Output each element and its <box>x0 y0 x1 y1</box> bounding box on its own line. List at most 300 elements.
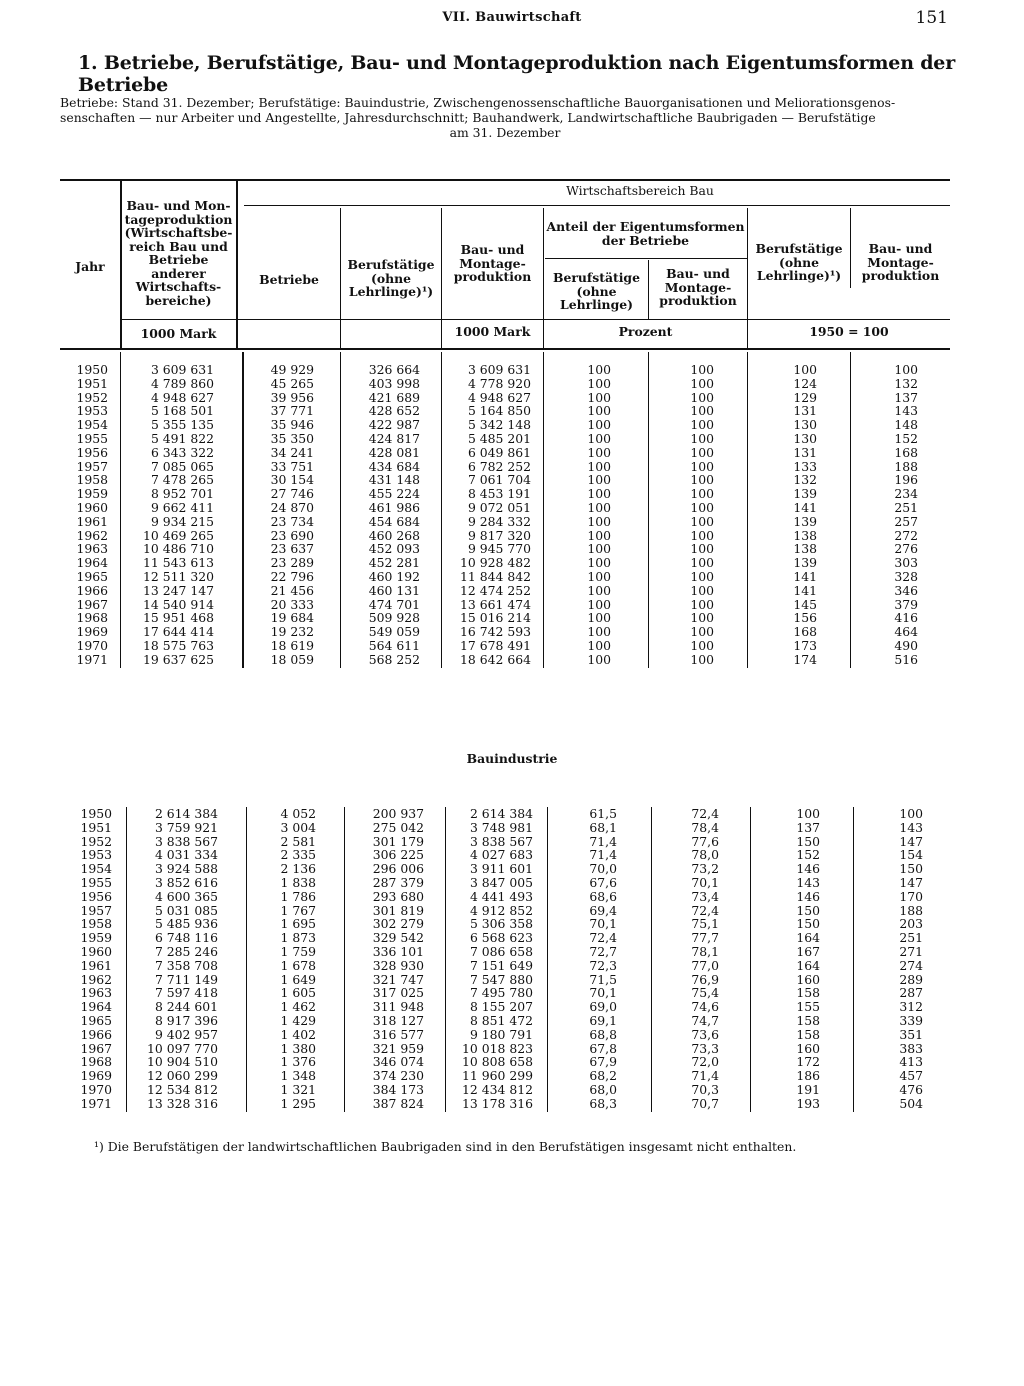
anteil-beruf-cell: 69,0 <box>589 999 617 1015</box>
anteil-beruf-cell: 100 <box>587 555 611 571</box>
bauprod-cell: 13 661 474 <box>460 596 531 612</box>
betriebe-cell: 1 695 <box>280 916 316 932</box>
bauprod-cell: 5 342 148 <box>467 417 531 433</box>
index-beruf-cell: 158 <box>796 1012 820 1028</box>
anteil-bau-cell: 72,4 <box>691 902 719 918</box>
berufstaetige-cell: 306 225 <box>372 847 424 863</box>
anteil-beruf-cell: 100 <box>587 486 611 502</box>
index-beruf-cell: 150 <box>796 902 820 918</box>
anteil-bau-cell: 100 <box>690 610 714 626</box>
index-bau-cell: 303 <box>894 555 918 571</box>
anteil-bau-cell: 100 <box>690 499 714 515</box>
anteil-beruf-cell: 70,0 <box>589 861 617 877</box>
berufstaetige-cell: 455 224 <box>368 486 420 502</box>
bauprod-cell: 3 847 005 <box>469 874 533 890</box>
index-bau-cell: 147 <box>899 833 923 849</box>
body-divider <box>441 352 442 668</box>
unit-1000-mark-gesamt: 1000 Mark <box>140 326 217 341</box>
anteil-bau-cell: 78,0 <box>691 847 719 863</box>
berufstaetige-cell: 428 652 <box>368 403 420 419</box>
year-cell: 1959 <box>76 486 108 502</box>
bauprod-cell: 10 928 482 <box>460 555 531 571</box>
produktion-cell: 9 662 411 <box>150 499 214 515</box>
bauprod-cell: 12 474 252 <box>460 582 531 598</box>
footnote: ¹) Die Berufstätigen der landwirtschaftlichen Baubrigaden sind in den Berufstätigen insgesamt nicht enthalten. <box>94 1139 797 1154</box>
body-divider <box>747 352 748 668</box>
bauprod-cell: 5 306 358 <box>469 916 533 932</box>
betriebe-cell: 2 136 <box>280 861 316 877</box>
betriebe-cell: 2 335 <box>280 847 316 863</box>
produktion-cell: 4 031 334 <box>154 847 218 863</box>
bauindustrie-heading: Bauindustrie <box>466 751 558 766</box>
betriebe-cell: 23 637 <box>270 541 314 557</box>
berufstaetige-cell: 301 819 <box>372 902 424 918</box>
index-beruf-cell: 164 <box>796 930 820 946</box>
year-cell: 1957 <box>76 458 108 474</box>
index-bau-cell: 416 <box>894 610 918 626</box>
bauprod-cell: 11 960 299 <box>462 1068 533 1084</box>
produktion-cell: 8 952 701 <box>150 486 214 502</box>
index-bau-cell: 464 <box>894 624 918 640</box>
year-cell: 1952 <box>76 389 108 405</box>
index-bau-cell: 274 <box>899 957 923 973</box>
betriebe-cell: 1 786 <box>280 888 316 904</box>
anteil-rule <box>545 258 747 259</box>
index-bau-cell: 383 <box>899 1040 923 1056</box>
anteil-beruf-cell: 100 <box>587 513 611 529</box>
anteil-beruf-cell: 68,2 <box>589 1068 617 1084</box>
bauprod-cell: 4 948 627 <box>467 389 531 405</box>
anteil-bau-cell: 74,6 <box>691 999 719 1015</box>
index-beruf-cell: 130 <box>793 430 817 446</box>
index-beruf-cell: 129 <box>793 389 817 405</box>
anteil-bau-cell: 100 <box>690 555 714 571</box>
index-beruf-cell: 155 <box>796 999 820 1015</box>
berufstaetige-cell: 474 701 <box>368 596 420 612</box>
produktion-cell: 6 343 322 <box>150 444 214 460</box>
table-title: 1. Betriebe, Berufstätige, Bau- und Montageproduktion nach Eigentumsformen der Betriebe <box>78 52 956 96</box>
anteil-bau-cell: 100 <box>690 444 714 460</box>
bauprod-cell: 16 742 593 <box>460 624 531 640</box>
betriebe-cell: 18 059 <box>270 651 314 667</box>
index-bau-cell: 328 <box>894 568 918 584</box>
bauprod-cell: 3 748 981 <box>469 819 533 835</box>
index-beruf-cell: 145 <box>793 596 817 612</box>
betriebe-cell: 33 751 <box>270 458 314 474</box>
bauprod-cell: 12 434 812 <box>462 1081 533 1097</box>
berufstaetige-cell: 302 279 <box>372 916 424 932</box>
betriebe-cell: 30 154 <box>270 472 314 488</box>
betriebe-cell: 35 350 <box>270 430 314 446</box>
anteil-beruf-cell: 100 <box>587 637 611 653</box>
anteil-bau-cell: 100 <box>690 624 714 640</box>
body-divider <box>126 807 127 1112</box>
year-cell: 1966 <box>80 1026 112 1042</box>
anteil-beruf-cell: 69,4 <box>589 902 617 918</box>
index-bau-cell: 143 <box>899 819 923 835</box>
anteil-bau-cell: 70,1 <box>691 874 719 890</box>
bau-anteil-beruf-column <box>549 807 617 1111</box>
produktion-cell: 5 031 085 <box>154 902 218 918</box>
betriebe-cell: 24 870 <box>270 499 314 515</box>
bauprod-cell: 8 851 472 <box>469 1012 533 1028</box>
bauprod-cell: 11 844 842 <box>460 568 531 584</box>
betriebe-cell: 1 605 <box>280 985 316 1001</box>
body-divider <box>853 807 854 1112</box>
index-bau-cell: 234 <box>894 486 918 502</box>
index-beruf-cell: 100 <box>793 362 817 377</box>
index-beruf-cell: 158 <box>796 985 820 1001</box>
betriebe-cell: 3 004 <box>280 819 316 835</box>
year-cell: 1958 <box>76 472 108 488</box>
bauprod-cell: 10 808 658 <box>462 1054 533 1070</box>
produktion-cell: 8 244 601 <box>154 999 218 1015</box>
index-bau-cell: 143 <box>894 403 918 419</box>
anteil-bau-cell: 72,0 <box>691 1054 719 1070</box>
bauprod-cell: 8 155 207 <box>469 999 533 1015</box>
betriebe-cell: 1 402 <box>280 1026 316 1042</box>
index-beruf-cell: 131 <box>793 403 817 419</box>
produktion-cell: 12 060 299 <box>147 1068 218 1084</box>
index-beruf-cell: 164 <box>796 957 820 973</box>
produktion-cell: 14 540 914 <box>143 596 214 612</box>
bauprod-cell: 9 817 320 <box>467 527 531 543</box>
berufstaetige-cell: 293 680 <box>372 888 424 904</box>
anteil-beruf-cell: 70,1 <box>589 916 617 932</box>
produktion-cell: 3 924 588 <box>154 861 218 877</box>
anteil-beruf-cell: 72,3 <box>589 957 617 973</box>
berufstaetige-cell: 568 252 <box>368 651 420 667</box>
berufstaetige-cell: 461 986 <box>368 499 420 515</box>
year-cell: 1950 <box>76 362 108 377</box>
anteil-bau-cell: 76,9 <box>691 971 719 987</box>
anteil-beruf-cell: 68,6 <box>589 888 617 904</box>
index-bau-cell: 168 <box>894 444 918 460</box>
anteil-bau-cell: 77,6 <box>691 833 719 849</box>
anteil-bau-cell: 72,4 <box>691 806 719 821</box>
bau-index-beruf-column <box>752 807 820 1111</box>
anteil-bau-cell: 100 <box>690 375 714 391</box>
produktion-cell: 8 917 396 <box>154 1012 218 1028</box>
produktion-cell: 10 469 265 <box>143 527 214 543</box>
produktion-cell: 12 534 812 <box>147 1081 218 1097</box>
berufstaetige-cell: 422 987 <box>368 417 420 433</box>
bau-berufstaetige-column <box>346 807 424 1111</box>
intro-line-2: senschaften — nur Arbeiter und Angestellte, Jahresdurchschnitt; Bauhandwerk, Landwirtschaftliche Baubrigaden — Berufstätige <box>60 110 876 125</box>
bauprod-cell: 6 568 623 <box>469 930 533 946</box>
bau-bauprod-column <box>447 807 533 1111</box>
year-cell: 1950 <box>80 806 112 821</box>
year-cell: 1964 <box>80 999 112 1015</box>
year-cell: 1954 <box>76 417 108 433</box>
index-beruf-cell: 146 <box>796 861 820 877</box>
total-bauprod-column <box>443 363 531 667</box>
anteil-beruf-cell: 68,1 <box>589 819 617 835</box>
bauprod-cell: 6 782 252 <box>467 458 531 474</box>
index-bau-cell: 312 <box>899 999 923 1015</box>
produktion-cell: 15 951 468 <box>143 610 214 626</box>
index-bau-cell: 100 <box>894 362 918 377</box>
index-bau-cell: 147 <box>899 874 923 890</box>
index-beruf-cell: 186 <box>796 1068 820 1084</box>
produktion-cell: 2 614 384 <box>154 806 218 821</box>
produktion-cell: 6 748 116 <box>154 930 218 946</box>
year-cell: 1960 <box>80 943 112 959</box>
index-beruf-cell: 138 <box>793 527 817 543</box>
berufstaetige-cell: 387 824 <box>372 1095 424 1111</box>
header-anteil-bauprod: Bau- und Montage- produktion <box>659 266 737 308</box>
anteil-bau-cell: 100 <box>690 430 714 446</box>
year-cell: 1951 <box>80 819 112 835</box>
anteil-bau-cell: 100 <box>690 403 714 419</box>
index-beruf-cell: 131 <box>793 444 817 460</box>
anteil-bau-cell: 70,7 <box>691 1095 719 1111</box>
index-beruf-cell: 156 <box>793 610 817 626</box>
body-divider <box>850 352 851 668</box>
index-bau-cell: 287 <box>899 985 923 1001</box>
produktion-cell: 3 759 921 <box>154 819 218 835</box>
berufstaetige-cell: 424 817 <box>368 430 420 446</box>
anteil-beruf-cell: 100 <box>587 624 611 640</box>
produktion-cell: 4 789 860 <box>150 375 214 391</box>
anteil-bau-cell: 100 <box>690 568 714 584</box>
betriebe-cell: 45 265 <box>270 375 314 391</box>
anteil-beruf-cell: 100 <box>587 458 611 474</box>
produktion-cell: 4 948 627 <box>150 389 214 405</box>
index-beruf-cell: 137 <box>796 819 820 835</box>
bauprod-cell: 18 642 664 <box>460 651 531 667</box>
year-cell: 1958 <box>80 916 112 932</box>
body-divider <box>651 807 652 1112</box>
anteil-bau-cell: 70,3 <box>691 1081 719 1097</box>
anteil-bau-cell: 100 <box>690 389 714 405</box>
produktion-cell: 13 328 316 <box>147 1095 218 1111</box>
berufstaetige-cell: 549 059 <box>368 624 420 640</box>
year-cell: 1965 <box>80 1012 112 1028</box>
index-bau-cell: 339 <box>899 1012 923 1028</box>
body-divider <box>648 352 649 668</box>
year-cell: 1971 <box>80 1095 112 1111</box>
index-beruf-cell: 172 <box>796 1054 820 1070</box>
produktion-cell: 13 247 147 <box>143 582 214 598</box>
produktion-cell: 11 543 613 <box>143 555 214 571</box>
berufstaetige-cell: 374 230 <box>372 1068 424 1084</box>
index-beruf-cell: 152 <box>796 847 820 863</box>
header-betriebe: Betriebe <box>259 272 319 287</box>
index-beruf-cell: 132 <box>793 472 817 488</box>
anteil-beruf-cell: 100 <box>587 389 611 405</box>
unit-index: 1950 = 100 <box>809 324 889 339</box>
total-year-column <box>66 363 108 667</box>
produktion-cell: 17 644 414 <box>143 624 214 640</box>
year-cell: 1969 <box>76 624 108 640</box>
berufstaetige-cell: 317 025 <box>372 985 424 1001</box>
anteil-beruf-cell: 100 <box>587 610 611 626</box>
year-cell: 1956 <box>76 444 108 460</box>
index-beruf-cell: 139 <box>793 486 817 502</box>
anteil-beruf-cell: 68,3 <box>589 1095 617 1111</box>
header-index-bauprod: Bau- und Montage- produktion <box>861 241 940 283</box>
index-bau-cell: 351 <box>899 1026 923 1042</box>
bauprod-cell: 4 441 493 <box>469 888 533 904</box>
produktion-cell: 5 491 822 <box>150 430 214 446</box>
produktion-cell: 4 600 365 <box>154 888 218 904</box>
total-anteil-beruf-column <box>545 363 611 667</box>
index-bau-cell: 170 <box>899 888 923 904</box>
berufstaetige-cell: 329 542 <box>372 930 424 946</box>
total-index-bau-column <box>852 363 918 667</box>
intro-line-1: Betriebe: Stand 31. Dezember; Berufstätige: Bauindustrie, Zwischengenossenschaftliche Bauorganisationen und Meliorationsgenos- <box>60 95 896 110</box>
index-bau-cell: 132 <box>894 375 918 391</box>
anteil-bau-cell: 100 <box>690 527 714 543</box>
anteil-bau-cell: 73,3 <box>691 1040 719 1056</box>
index-beruf-cell: 139 <box>793 513 817 529</box>
intro-text <box>60 95 950 140</box>
bau-produktion-column <box>130 807 218 1111</box>
year-cell: 1961 <box>76 513 108 529</box>
berufstaetige-cell: 421 689 <box>368 389 420 405</box>
anteil-bau-cell: 73,4 <box>691 888 719 904</box>
betriebe-cell: 1 838 <box>280 874 316 890</box>
anteil-beruf-cell: 68,8 <box>589 1026 617 1042</box>
index-beruf-cell: 100 <box>796 806 820 821</box>
bauprod-cell: 13 178 316 <box>462 1095 533 1111</box>
produktion-cell: 3 609 631 <box>150 362 214 377</box>
produktion-cell: 7 478 265 <box>150 472 214 488</box>
bauprod-cell: 7 547 880 <box>469 971 533 987</box>
berufstaetige-cell: 275 042 <box>372 819 424 835</box>
betriebe-cell: 1 348 <box>280 1068 316 1084</box>
anteil-bau-cell: 100 <box>690 637 714 653</box>
anteil-beruf-cell: 100 <box>587 499 611 515</box>
anteil-beruf-cell: 100 <box>587 417 611 433</box>
bau-index-bau-column <box>855 807 923 1111</box>
unit-prozent: Prozent <box>618 324 673 339</box>
total-index-beruf-column <box>749 363 817 667</box>
anteil-bau-cell: 71,4 <box>691 1068 719 1084</box>
anteil-beruf-cell: 61,5 <box>589 806 617 821</box>
berufstaetige-cell: 318 127 <box>372 1012 424 1028</box>
year-cell: 1971 <box>76 651 108 667</box>
bauprod-cell: 4 912 852 <box>469 902 533 918</box>
bauprod-cell: 3 609 631 <box>467 362 531 377</box>
body-divider <box>246 807 247 1112</box>
index-bau-cell: 154 <box>899 847 923 863</box>
betriebe-cell: 37 771 <box>270 403 314 419</box>
year-cell: 1970 <box>80 1081 112 1097</box>
bauprod-cell: 3 911 601 <box>469 861 533 877</box>
body-divider <box>750 807 751 1112</box>
berufstaetige-cell: 384 173 <box>372 1081 424 1097</box>
year-cell: 1960 <box>76 499 108 515</box>
bauprod-cell: 2 614 384 <box>469 806 533 821</box>
produktion-cell: 9 934 215 <box>150 513 214 529</box>
bau-year-column <box>70 807 112 1111</box>
bauprod-cell: 3 838 567 <box>469 833 533 849</box>
index-bau-cell: 257 <box>894 513 918 529</box>
anteil-bau-cell: 77,0 <box>691 957 719 973</box>
body-divider <box>445 807 446 1112</box>
index-beruf-cell: 173 <box>793 637 817 653</box>
betriebe-cell: 35 946 <box>270 417 314 433</box>
betriebe-cell: 4 052 <box>280 806 316 821</box>
betriebe-cell: 18 619 <box>270 637 314 653</box>
year-cell: 1970 <box>76 637 108 653</box>
year-cell: 1956 <box>80 888 112 904</box>
anteil-beruf-cell: 69,1 <box>589 1012 617 1028</box>
betriebe-cell: 34 241 <box>270 444 314 460</box>
berufstaetige-cell: 509 928 <box>368 610 420 626</box>
year-cell: 1963 <box>76 541 108 557</box>
produktion-cell: 5 168 501 <box>150 403 214 419</box>
units-rule <box>120 319 950 320</box>
index-beruf-cell: 168 <box>793 624 817 640</box>
berufstaetige-cell: 454 684 <box>368 513 420 529</box>
index-bau-cell: 271 <box>899 943 923 959</box>
anteil-bau-cell: 75,1 <box>691 916 719 932</box>
bauprod-cell: 5 164 850 <box>467 403 531 419</box>
index-bau-cell: 203 <box>899 916 923 932</box>
berufstaetige-cell: 200 937 <box>372 806 424 821</box>
index-bau-cell: 379 <box>894 596 918 612</box>
bau-betriebe-column <box>248 807 316 1111</box>
index-bau-cell: 346 <box>894 582 918 598</box>
index-bau-cell: 148 <box>894 417 918 433</box>
index-bau-cell: 476 <box>899 1081 923 1097</box>
page-number: 151 <box>915 8 948 28</box>
header-anteil: Anteil der Eigentumsformen der Betriebe <box>546 219 745 248</box>
anteil-bau-cell: 73,2 <box>691 861 719 877</box>
year-cell: 1953 <box>80 847 112 863</box>
divider-col1 <box>236 181 238 348</box>
index-bau-cell: 100 <box>899 806 923 821</box>
betriebe-cell: 1 376 <box>280 1054 316 1070</box>
anteil-bau-cell: 78,1 <box>691 943 719 959</box>
header-produktion-gesamt: Bau- und Mon- tageproduktion (Wirtschaftsbe- reich Bau und Betriebe anderer Wirtschafts- bereiche) <box>124 198 233 308</box>
anteil-beruf-cell: 100 <box>587 541 611 557</box>
header-anteil-berufstaetige: Berufstätige (ohne Lehrlinge) <box>553 270 640 312</box>
betriebe-cell: 1 767 <box>280 902 316 918</box>
year-cell: 1963 <box>80 985 112 1001</box>
anteil-bau-cell: 100 <box>690 582 714 598</box>
berufstaetige-cell: 452 093 <box>368 541 420 557</box>
bauprod-cell: 15 016 214 <box>460 610 531 626</box>
bauprod-cell: 9 180 791 <box>469 1026 533 1042</box>
index-beruf-cell: 150 <box>796 833 820 849</box>
year-cell: 1959 <box>80 930 112 946</box>
betriebe-cell: 39 956 <box>270 389 314 405</box>
produktion-cell: 10 486 710 <box>143 541 214 557</box>
index-beruf-cell: 143 <box>796 874 820 890</box>
index-beruf-cell: 130 <box>793 417 817 433</box>
anteil-beruf-cell: 100 <box>587 430 611 446</box>
index-beruf-cell: 139 <box>793 555 817 571</box>
index-beruf-cell: 141 <box>793 582 817 598</box>
index-beruf-cell: 193 <box>796 1095 820 1111</box>
bauprod-cell: 17 678 491 <box>460 637 531 653</box>
index-beruf-cell: 160 <box>796 1040 820 1056</box>
bauprod-cell: 7 495 780 <box>469 985 533 1001</box>
bauprod-cell: 10 018 823 <box>462 1040 533 1056</box>
year-cell: 1955 <box>76 430 108 446</box>
table-top-rule <box>60 179 950 181</box>
bauprod-cell: 9 284 332 <box>467 513 531 529</box>
betriebe-cell: 27 746 <box>270 486 314 502</box>
anteil-beruf-cell: 70,1 <box>589 985 617 1001</box>
anteil-beruf-cell: 100 <box>587 362 611 377</box>
produktion-cell: 7 085 065 <box>150 458 214 474</box>
berufstaetige-cell: 431 148 <box>368 472 420 488</box>
